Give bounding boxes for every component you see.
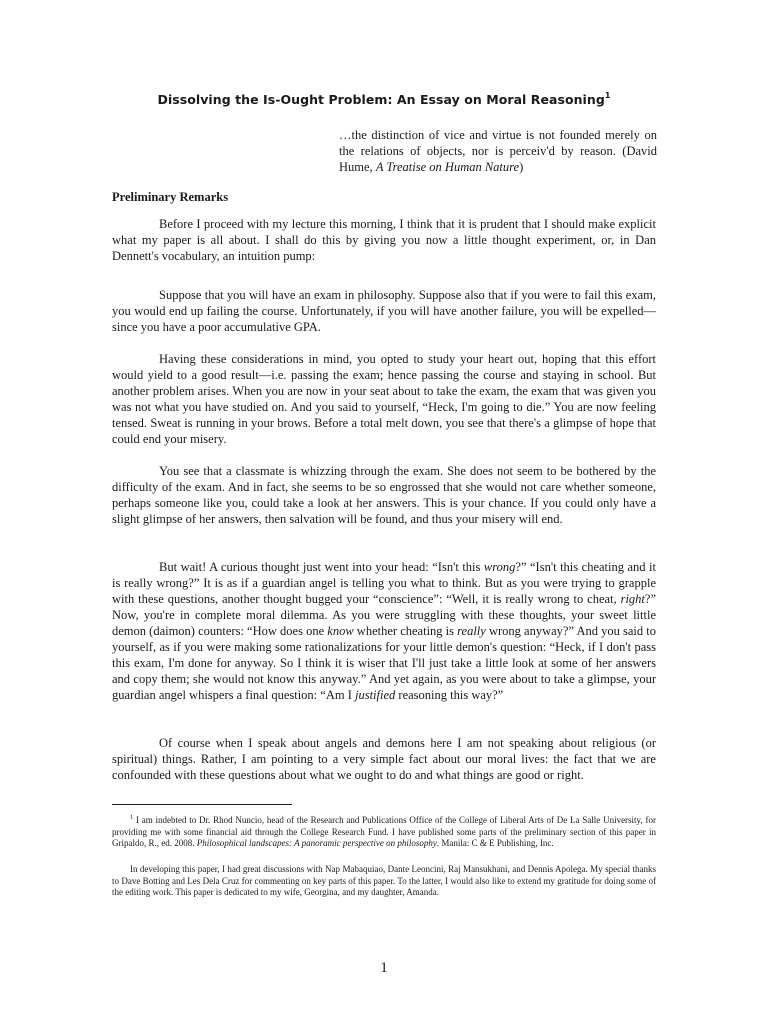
section-heading: Preliminary Remarks xyxy=(112,190,229,204)
paragraph-2: Suppose that you will have an exam in philosophy. Suppose also that if you were to fail this exam, you would end up failing the course. Unfortunately, if you will have another failure, you will be expelled—since you have a poor accumulative GPA. xyxy=(112,288,656,334)
title-footnote-mark: 1 xyxy=(604,91,611,100)
essay-title xyxy=(0,92,768,107)
paragraph-4: You see that a classmate is whizzing through the exam. She does not seem to be bothered by the difficulty of the exam. And in fact, she seems to be so engrossed that she would not care whether someone, perhaps someone like you, could take a look at her answers. This is your chance. If you could only have a slight glimpse of her answers, then salvation will be found, and thus your misery will end. xyxy=(112,464,656,526)
epigraph xyxy=(339,127,657,175)
footnote-2: In developing this paper, I had great discussions with Nap Mabaquiao, Dante Leoncini, Raj Mansukhani, and Dennis Apolega. My special thanks to Dave Botting and Les Dela Cruz for commenting on key parts of this paper. To the latter, I would also like to extend my gratitude for doing some of the editing work. This paper is dedicated to my wife, Georgina, and my daughter, Amanda. xyxy=(112,864,656,898)
footnote-1-mark: 1 xyxy=(130,814,134,821)
paragraph-1: Before I proceed with my lecture this morning, I think that it is prudent that I should make explicit what my paper is all about. I shall do this by giving you now a little thought experiment, or, in Dan Dennett's vocabulary, an intuition pump: xyxy=(112,217,656,263)
title-text: Dissolving the Is-Ought Problem: An Essay on Moral Reasoning xyxy=(157,92,605,108)
paragraph-3: Having these considerations in mind, you opted to study your heart out, hoping that this effort would yield to a good result—i.e. passing the exam; hence passing the course and staying in school. But another problem arises. When you are now in your seat about to take the exam, the exam that was given you was not what you have studied on. And you said to yourself, “Heck, I'm going to die.” You are now feeling tensed. Sweat is running in your brows. Before a total melt down, you see that there's a glimpse of hope that could end your misery. xyxy=(112,352,656,446)
footnote-divider xyxy=(112,804,292,805)
paragraph-6: Of course when I speak about angels and demons here I am not speaking about religious (or spiritual) things. Rather, I am pointing to a very simple fact about our moral lives: the fact that we are confounded with these questions about what we ought to do and what things are good or right. xyxy=(112,736,656,782)
epigraph-quote: …the distinction of vice and virtue is not founded merely on the relations of objects, nor is perceiv'd by reason. xyxy=(339,128,657,158)
epigraph-attribution: (David Hume, A Treatise on Human Nature) xyxy=(339,144,657,174)
page-number: 1 xyxy=(380,960,388,976)
footnote-1: $^1$ I am indebted to Dr. Rhod Nuncio, head of the Research and Publications Office of the College of Liberal Arts of De La Salle University, for providing me with some financial aid through the College Research Fund. I have published some parts of the preliminary section of this paper in Gripaldo, R., ed. 2008. Philosophical landscapes: A panoramic perspective on philosophy. Manila: C & E Publishing, Inc. xyxy=(112,814,656,849)
epigraph-work-title: A Treatise on Human Nature xyxy=(375,160,520,174)
paragraph-5: But wait! A curious thought just went into your head: “Isn't this wrong?” “Isn't this cheating and it is really wrong?” It is as if a guardian angel is telling you what to think. But as you were trying to grapple with these questions, another thought bugged your “conscience”: “Well, it is really wrong to cheat, right?” Now, you're in complete moral dilemma. As you were struggling with these thoughts, your sweet little demon (daimon) counters: “How does one know whether cheating is really wrong anyway?” And you said to yourself, as if you were making some rationalizations for your little demon's question: “Heck, if I don't pass this exam, I'm done for anyway. So I think it is wiser that I'll just take a little look at some of her answers and copy them; she would not know this anyway.” And yet again, as you were about to take a glimpse, your guardian angel whispers a final question: “Am I justified reasoning this way?” xyxy=(112,560,656,702)
